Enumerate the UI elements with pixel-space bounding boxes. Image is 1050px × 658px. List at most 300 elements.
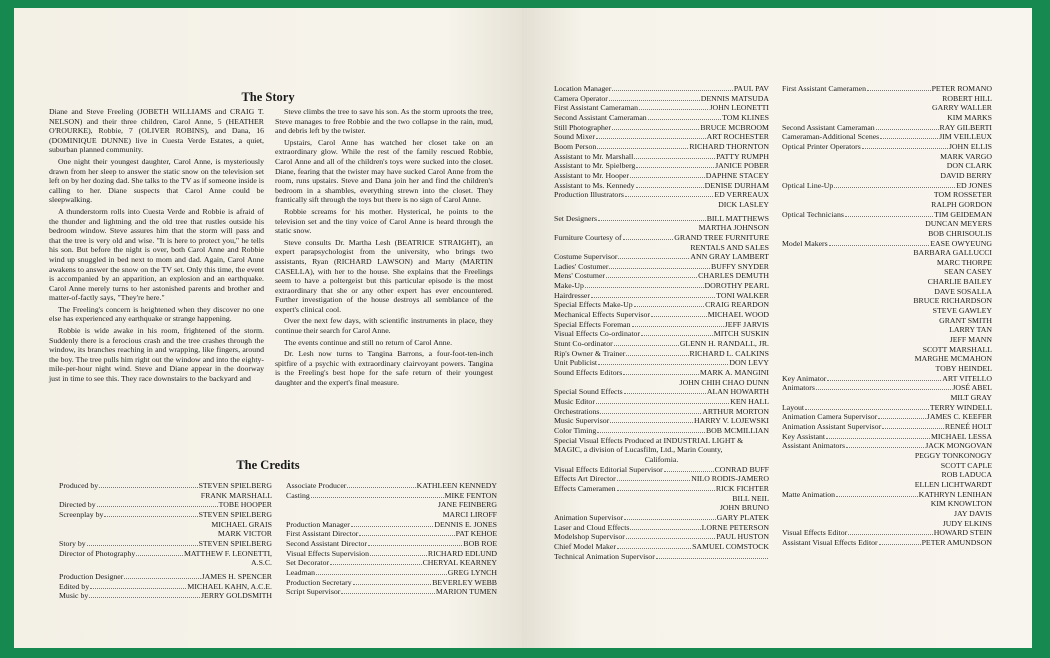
credit-line — [286, 549, 497, 559]
credits-list-left — [59, 481, 272, 601]
dot-leader — [625, 196, 713, 197]
credit-line: JEFF MANN — [949, 335, 992, 345]
credit-role: Orchestrations — [554, 406, 600, 416]
credit-line — [782, 528, 992, 538]
credit-role: Visual Effects Editor — [782, 528, 848, 538]
credit-role: Second Assistant Cameraman — [782, 122, 875, 132]
dot-leader — [664, 471, 714, 472]
credit-role: Key Animator — [782, 373, 827, 383]
dot-leader — [867, 90, 931, 91]
credit-name: HOWARD STEIN — [933, 528, 992, 538]
credit-name: DAPHNE STACEY — [705, 170, 769, 180]
credit-role: Assistant to Mr. Hooper — [554, 170, 629, 180]
credit-line: BARBARA GALLUCCI — [913, 248, 992, 258]
credit-line: MICHAEL GRAIS — [211, 519, 272, 529]
credit-role: Animation Assistant Supervisor — [782, 421, 882, 431]
credit-line: MARK VARGO — [940, 151, 992, 161]
credit-line — [782, 84, 992, 94]
credit-name: TERRY WINDELL — [929, 402, 992, 412]
dot-leader — [805, 409, 929, 410]
dot-leader — [353, 584, 432, 585]
credit-line — [554, 542, 769, 552]
credit-line — [286, 558, 497, 568]
credit-name: GARY PLATEK — [716, 512, 769, 522]
dot-leader — [316, 574, 447, 575]
credit-name: DENNIS MATSUDA — [700, 93, 769, 103]
credit-line: DAVID BERRY — [940, 170, 992, 180]
credit-line — [554, 387, 769, 397]
credit-line: DUNCAN MEYERS — [925, 219, 992, 229]
credit-role: Hairdresser — [554, 290, 590, 300]
dot-leader — [596, 403, 729, 404]
dot-leader — [585, 287, 704, 288]
credit-line — [554, 271, 769, 281]
dot-leader — [834, 187, 955, 188]
credit-role: Music by — [59, 591, 89, 601]
credit-name: PAUL HUSTON — [716, 532, 769, 542]
credit-line — [554, 329, 769, 339]
credit-line — [782, 142, 992, 152]
dot-leader — [623, 374, 699, 375]
dot-leader — [606, 277, 697, 278]
credit-line: DON CLARK — [946, 161, 992, 171]
credit-line — [554, 513, 769, 523]
credit-line: SCOTT MARSHALL — [922, 344, 992, 354]
credit-line: SCOTT CAPLE — [940, 460, 992, 470]
credit-line: GARRY WALLER — [932, 103, 992, 113]
credit-line — [554, 291, 769, 301]
credit-line — [554, 523, 769, 533]
credit-line — [554, 252, 769, 262]
credit-name: ANN GRAY LAMBERT — [690, 252, 769, 262]
credit-line — [554, 113, 769, 123]
dot-leader — [878, 418, 926, 419]
dot-leader — [636, 187, 704, 188]
credit-line — [59, 510, 272, 520]
dot-leader — [89, 597, 200, 598]
credit-name: DENISE DURHAM — [704, 180, 769, 190]
credit-line — [59, 582, 272, 592]
credit-line — [286, 587, 497, 597]
credit-line — [782, 441, 992, 451]
credit-name: GRAND TREE FURNITURE — [674, 232, 769, 242]
credit-role: Set Decorator — [286, 558, 330, 568]
credit-role: Leadman — [286, 567, 316, 577]
credit-name: BEVERLEY WEBB — [432, 577, 497, 587]
credit-line — [554, 171, 769, 181]
credit-name: RICHARD EDLUND — [427, 548, 497, 558]
dot-leader — [612, 90, 732, 91]
credit-line: DAVE SOSALLA — [934, 286, 992, 296]
dot-leader — [596, 138, 706, 139]
dot-leader — [624, 519, 716, 520]
credit-line — [286, 529, 497, 539]
credit-role: Director of Photography — [59, 548, 136, 558]
credit-line — [286, 539, 497, 549]
dot-leader — [632, 326, 724, 327]
story-paragraph: Upstairs, Carol Anne has watched her closet take on an extraordinary glow. While the rest of the family rescued Robbie, Carol Anne and all of the children's toys were sucked into the closet. Diane, fearing that the twister may have sucked Carol Anne from the room, runs upstairs. Steve and Dana join her and find the children's bedroom in a shambles, everything strewn into the closet. They frantically sift through the toys but there is no sign of Carol Anne. — [275, 137, 493, 205]
credit-name: CONRAD BUFF — [714, 464, 769, 474]
credit-name: HARRY V. LOJEWSKI — [693, 416, 769, 426]
credit-line — [554, 84, 769, 94]
credit-line: STEVE GAWLEY — [932, 306, 992, 316]
credit-name: TONI WALKER — [716, 290, 769, 300]
credit-role: Mechanical Effects Supervisor — [554, 310, 650, 320]
credit-line — [554, 474, 769, 484]
credit-role: Make-Up — [554, 281, 584, 291]
credit-line — [59, 539, 272, 549]
dot-leader — [591, 297, 715, 298]
credit-name: TOM KLINES — [722, 112, 769, 122]
credit-line — [554, 214, 769, 224]
dot-leader — [829, 245, 930, 246]
credit-name: PETER AMUNDSON — [921, 537, 992, 547]
dot-leader — [598, 220, 706, 221]
credit-name: CRAIG REARDON — [705, 300, 769, 310]
credit-name: BILL MATTHEWS — [706, 213, 769, 223]
credit-name: RENEÉ HOLT — [944, 421, 992, 431]
credit-line — [554, 358, 769, 368]
dot-leader — [609, 100, 700, 101]
credit-line — [782, 123, 992, 133]
credit-role: Special Effects Make-Up — [554, 300, 633, 310]
credit-name: SAMUEL COMSTOCK — [692, 541, 769, 551]
story-paragraph: The events continue and still no return of Carol Anne. — [284, 337, 453, 347]
credit-line: Special Visual Effects Produced at INDUSTRIAL LIGHT & MAGIC, a division of Lucasfilm, Ltd., Marin County, — [554, 435, 744, 455]
credit-line: MARGHE MCMAHON — [914, 354, 992, 364]
dot-leader — [656, 558, 768, 559]
credit-line — [782, 374, 992, 384]
credit-name: JAMES C. KEEFER — [926, 412, 992, 422]
credit-name: JERRY GOLDSMITH — [201, 591, 272, 601]
credit-name: LORNE PETERSON — [701, 522, 769, 532]
credit-line — [782, 403, 992, 413]
credit-line: MILT GRAY — [950, 393, 992, 402]
credit-line: KIM MARKS — [947, 112, 992, 122]
story-paragraph: Robbie screams for his mother. Hysterical, he points to the television set and the tiny voice of Carol Anne is heard through the static snow. — [275, 206, 493, 236]
credit-line — [554, 161, 769, 171]
credit-name: DOROTHY PEARL — [704, 281, 769, 291]
credit-line — [782, 210, 992, 220]
dot-leader — [597, 148, 688, 149]
credit-line: BILL NEIL — [732, 493, 769, 503]
credit-line: TOBY HEINDEL — [935, 364, 992, 374]
credit-role: Production Secretary — [286, 577, 352, 587]
credit-name: MATTHEW F. LEONETTI, — [183, 548, 272, 558]
credit-line — [554, 300, 769, 310]
dot-leader — [816, 389, 951, 390]
credit-role: First Assistant Director — [286, 529, 359, 539]
dot-leader — [624, 393, 706, 394]
credit-name: MICHAEL WOOD — [707, 310, 769, 320]
dot-leader — [90, 588, 186, 589]
story-paragraph: The Freeling's concern is heightened when they discover no one else has experienced any earthquake or strange happening. — [49, 304, 264, 324]
credit-name: KATHRYN LENIHAN — [918, 489, 992, 499]
credit-line: CHARLIE BAILEY — [927, 277, 992, 287]
credit-name: BRUCE MCBROOM — [700, 122, 769, 132]
credit-line — [59, 572, 272, 582]
dot-leader — [97, 506, 218, 507]
credit-line: RALPH GORDON — [931, 199, 992, 209]
story-paragraph: Dr. Lesh now turns to Tangina Barrons, a four-foot-ten-inch spitfire of a psychic with extraordinary clairvoyant powers. Tangina is the Freeling's best hope for the safe return of their youngest daughter and the expert's final measure. — [275, 349, 493, 388]
credit-line — [286, 481, 497, 491]
credit-name: ART ROCHESTER — [706, 132, 769, 142]
dot-leader — [610, 422, 693, 423]
dot-leader — [359, 535, 454, 536]
credit-name: BOB ROE — [463, 538, 497, 548]
credit-name: MICHAEL KAHN, A.C.E. — [187, 581, 272, 591]
credit-role: Assistant Visual Effects Editor — [782, 537, 878, 547]
credit-line: PEGGY TONKONOGY — [914, 450, 992, 460]
credit-name: PETER ROMANO — [931, 84, 992, 93]
dot-leader — [623, 239, 674, 240]
credit-line — [554, 281, 769, 291]
credit-role: Production Designer — [59, 571, 124, 581]
credit-name: STEVEN SPIELBERG — [198, 481, 272, 490]
credit-line: RENTALS AND SALES — [690, 242, 769, 252]
credit-role: Matte Animation — [782, 489, 836, 499]
credit-role: Furniture Courtesy of — [554, 232, 622, 242]
story-paragraph: Over the next few days, with scientific instruments in place, they continue their search for Carol Anne. — [275, 316, 493, 336]
credit-line: California. — [644, 454, 679, 464]
credit-name: BOB MCMILLIAN — [705, 425, 769, 435]
dot-leader — [636, 167, 714, 168]
credit-role: Directed by — [59, 500, 96, 510]
credit-name: TOBE HOOPER — [218, 500, 272, 510]
credit-name: JOHN ELLIS — [948, 141, 992, 151]
credit-name: JAMES H. SPENCER — [201, 571, 272, 581]
credit-line: ROBERT HILL — [942, 93, 992, 103]
dot-leader — [879, 544, 921, 545]
credit-line: JAY DAVIS — [953, 508, 992, 518]
credit-line — [782, 538, 992, 548]
credit-role: Ladies' Costumer — [554, 261, 609, 271]
dot-leader — [614, 345, 679, 346]
dot-leader — [639, 109, 708, 110]
dot-leader — [626, 538, 715, 539]
credit-line — [286, 520, 497, 530]
credit-name: JOSÉ ABEL — [952, 383, 992, 393]
credit-role: Visual Effects Co-ordinator — [554, 329, 640, 339]
credit-role: Casting — [286, 490, 310, 500]
credit-role: Story by — [59, 538, 86, 548]
credit-role: Production Manager — [286, 519, 350, 529]
credit-role: Edited by — [59, 581, 90, 591]
credit-name: BUFFY SNYDER — [711, 261, 769, 271]
credit-line — [782, 132, 992, 142]
credit-line: JOHN BRUNO — [719, 503, 769, 513]
credits-title: The Credits — [236, 458, 300, 472]
credit-line — [554, 152, 769, 162]
dot-leader — [634, 306, 704, 307]
credit-role: Color Timing — [554, 425, 597, 435]
dot-leader — [630, 529, 700, 530]
dot-leader — [848, 534, 933, 535]
credit-role: Technical Animation Supervisor — [554, 551, 655, 561]
credit-role: Assistant to Mr. Marshall — [554, 151, 634, 161]
credit-role: Second Assistant Director — [286, 538, 367, 548]
credit-role: Assistant Animators — [782, 441, 846, 451]
credit-line — [554, 132, 769, 142]
credit-role: Second Assistant Cameraman — [554, 112, 647, 122]
credit-line — [554, 181, 769, 191]
credit-name: CHARLES DEMUTH — [698, 271, 769, 281]
credit-line: FRANK MARSHALL — [200, 490, 272, 500]
credit-role: Produced by — [59, 481, 99, 490]
dot-leader — [124, 578, 200, 579]
credit-line — [59, 591, 272, 601]
credit-line — [782, 490, 992, 500]
dot-leader — [862, 148, 948, 149]
credit-name: ED JONES — [956, 180, 992, 190]
credit-role: Animation Camera Supervisor — [782, 412, 878, 422]
dot-leader — [104, 516, 197, 517]
credit-name: STEVEN SPIELBERG — [198, 538, 272, 548]
dot-leader — [876, 129, 939, 130]
credit-name: RICK FICHTER — [715, 483, 769, 493]
credit-name: JEFF JARVIS — [724, 319, 769, 329]
dot-leader — [136, 555, 183, 556]
credit-role: Rip's Owner & Trainer — [554, 348, 626, 358]
credit-line — [554, 484, 769, 494]
credit-line — [782, 412, 992, 422]
credit-name: MIKE FENTON — [444, 490, 497, 500]
credit-name: ART VITELLO — [942, 373, 992, 383]
dot-leader — [368, 545, 462, 546]
dot-leader — [845, 216, 933, 217]
credit-role: Still Photographer — [554, 122, 611, 132]
credit-line — [782, 239, 992, 249]
credit-line: MARCI LIROFF — [442, 509, 497, 519]
credit-line: KIM KNOWLTON — [930, 499, 992, 509]
credit-name: ED VERREAUX — [714, 190, 769, 200]
credit-line — [554, 142, 769, 152]
credit-name: CHERYAL KEARNEY — [422, 558, 497, 568]
credit-line: JUDY ELKINS — [942, 518, 992, 528]
dot-leader — [634, 158, 715, 159]
dot-leader — [87, 545, 198, 546]
credit-name: PAUL PAV — [733, 84, 769, 93]
credit-role: Optical Line-Up — [782, 180, 834, 190]
credit-role: Special Effects Foreman — [554, 319, 631, 329]
credits-list-page2-col1 — [554, 84, 769, 561]
credit-role: Music Editor — [554, 397, 595, 406]
credit-role: Screenplay by — [59, 509, 104, 519]
credit-role: Costume Supervisor — [554, 252, 618, 262]
story-paragraph: Steve consults Dr. Martha Lesh (BEATRICE STRAIGHT), an expert parapsychologist from the university, who brings two assistants, Ryan (RICHARD LAWSON) and Marty (MARTIN CASELLA), with her to the house. She explains that the Freelings seem to have a poltergeist but this particular episode is the most extraordinary that she or any other expert has ever encountered. Further investigation of the house destroys all semblance of the expert's clinical cool. — [275, 237, 493, 314]
credit-name: KATHLEEN KENNEDY — [416, 481, 497, 490]
credit-role: Sound Mixer — [554, 132, 595, 142]
credit-role: Animation Supervisor — [554, 512, 624, 522]
credit-name: JOHN LEONETTI — [709, 103, 769, 113]
credit-line — [554, 310, 769, 320]
credit-role: Visual Effects Supervision — [286, 548, 369, 558]
credit-name: KEN HALL — [730, 397, 769, 406]
credit-line: MARK VICTOR — [217, 529, 272, 539]
dot-leader — [651, 316, 707, 317]
story-paragraph: One night their youngest daughter, Carol Anne, is mysteriously drawn from her sleep to answer the static snow on the television set left on by her dozing dad. She talks to the TV as if someone inside is calling to her. Diane suspects that Carol Anne could be sleepwalking. — [49, 156, 264, 205]
credit-name: GREG LYNCH — [447, 567, 497, 577]
credit-name: PAT KEHOE — [455, 529, 497, 539]
credit-name: RAY GILBERTI — [939, 122, 992, 132]
credit-name: DON LEVY — [729, 358, 769, 368]
credit-role: Boom Person — [554, 141, 597, 151]
credit-line — [554, 103, 769, 113]
credit-role: Animators — [782, 383, 815, 393]
story-paragraph: Robbie is wide awake in his room, frightened of the storm. Suddenly there is a ferocious crash and the tree crashes through the window, its branches reaching in and wrapping, like fingers, around the boy. The tree pulls him right out the window and into the eighty-mile-per-hour night wind. Steve and Diane appear in the doorway just in time to see this. They race downstairs to the backyard and — [49, 326, 264, 384]
credit-line — [554, 190, 769, 200]
credit-role: Cameraman-Additional Scenes — [782, 132, 880, 142]
credit-role: Mens' Costumer — [554, 271, 605, 281]
dot-leader — [600, 413, 701, 414]
story-column-right — [275, 107, 493, 388]
left-page — [14, 8, 522, 648]
credit-line — [59, 481, 272, 491]
credit-line — [554, 465, 769, 475]
credit-line — [554, 426, 769, 436]
credit-line — [554, 123, 769, 133]
dot-leader — [597, 432, 705, 433]
credit-name: MARK A. MANGINI — [699, 368, 769, 378]
credit-line: SEAN CASEY — [944, 267, 992, 277]
credit-line — [554, 94, 769, 104]
credit-line — [286, 568, 497, 578]
credit-line — [286, 491, 497, 501]
story-column-left — [49, 107, 264, 384]
credit-line — [59, 549, 272, 559]
credit-line — [554, 407, 769, 417]
right-page — [522, 8, 1032, 648]
dot-leader — [99, 487, 197, 488]
dot-leader — [641, 335, 713, 336]
credit-role: Visual Effects Editorial Supervisor — [554, 464, 663, 474]
dot-leader — [630, 177, 705, 178]
credit-name: JIM VEILLEUX — [939, 132, 992, 142]
story-paragraph: Steve climbs the tree to save his son. As the storm uproots the tree, Steve manages to free Robbie and the two collapse in the rain, mud, and debris left by the twister. — [275, 107, 493, 136]
credit-name: ARTHUR MORTON — [702, 406, 769, 416]
credits-list-page2-col2 — [782, 84, 992, 548]
credit-line — [59, 500, 272, 510]
credit-name: NILO RODIS-JAMERO — [691, 474, 769, 484]
credit-name: RICHARD L. CALKINS — [689, 348, 769, 358]
credit-role: First Assistant Cameraman — [554, 103, 639, 113]
dot-leader — [612, 129, 699, 130]
credit-role: Stunt Co-ordinator — [554, 339, 613, 349]
credit-role: Assistant to Ms. Kennedy — [554, 180, 635, 190]
credit-line — [554, 320, 769, 330]
dot-leader — [330, 564, 421, 565]
credit-line — [782, 422, 992, 432]
dot-leader — [347, 487, 415, 488]
credit-role: Set Designers — [554, 213, 598, 223]
credit-role: Special Sound Effects — [554, 387, 623, 397]
credit-role: Effects Art Director — [554, 474, 616, 484]
credit-name: PATTY RUMPH — [716, 151, 769, 161]
credit-name: JANICE POBER — [715, 161, 769, 171]
credit-name: RICHARD THORNTON — [689, 141, 769, 151]
credit-name: GLENN H. RANDALL, JR. — [679, 339, 769, 349]
credit-line: LARRY TAN — [949, 325, 992, 335]
credit-line — [554, 397, 769, 407]
dot-leader — [341, 593, 434, 594]
credit-line: MARTHA JOHNSON — [698, 223, 769, 233]
credit-role: Laser and Cloud Effects — [554, 522, 630, 532]
credit-role: Modelshop Supervisor — [554, 532, 625, 542]
dot-leader — [882, 428, 944, 429]
dot-leader — [826, 438, 930, 439]
credit-line: DICK LASLEY — [718, 199, 769, 209]
dot-leader — [311, 497, 444, 498]
